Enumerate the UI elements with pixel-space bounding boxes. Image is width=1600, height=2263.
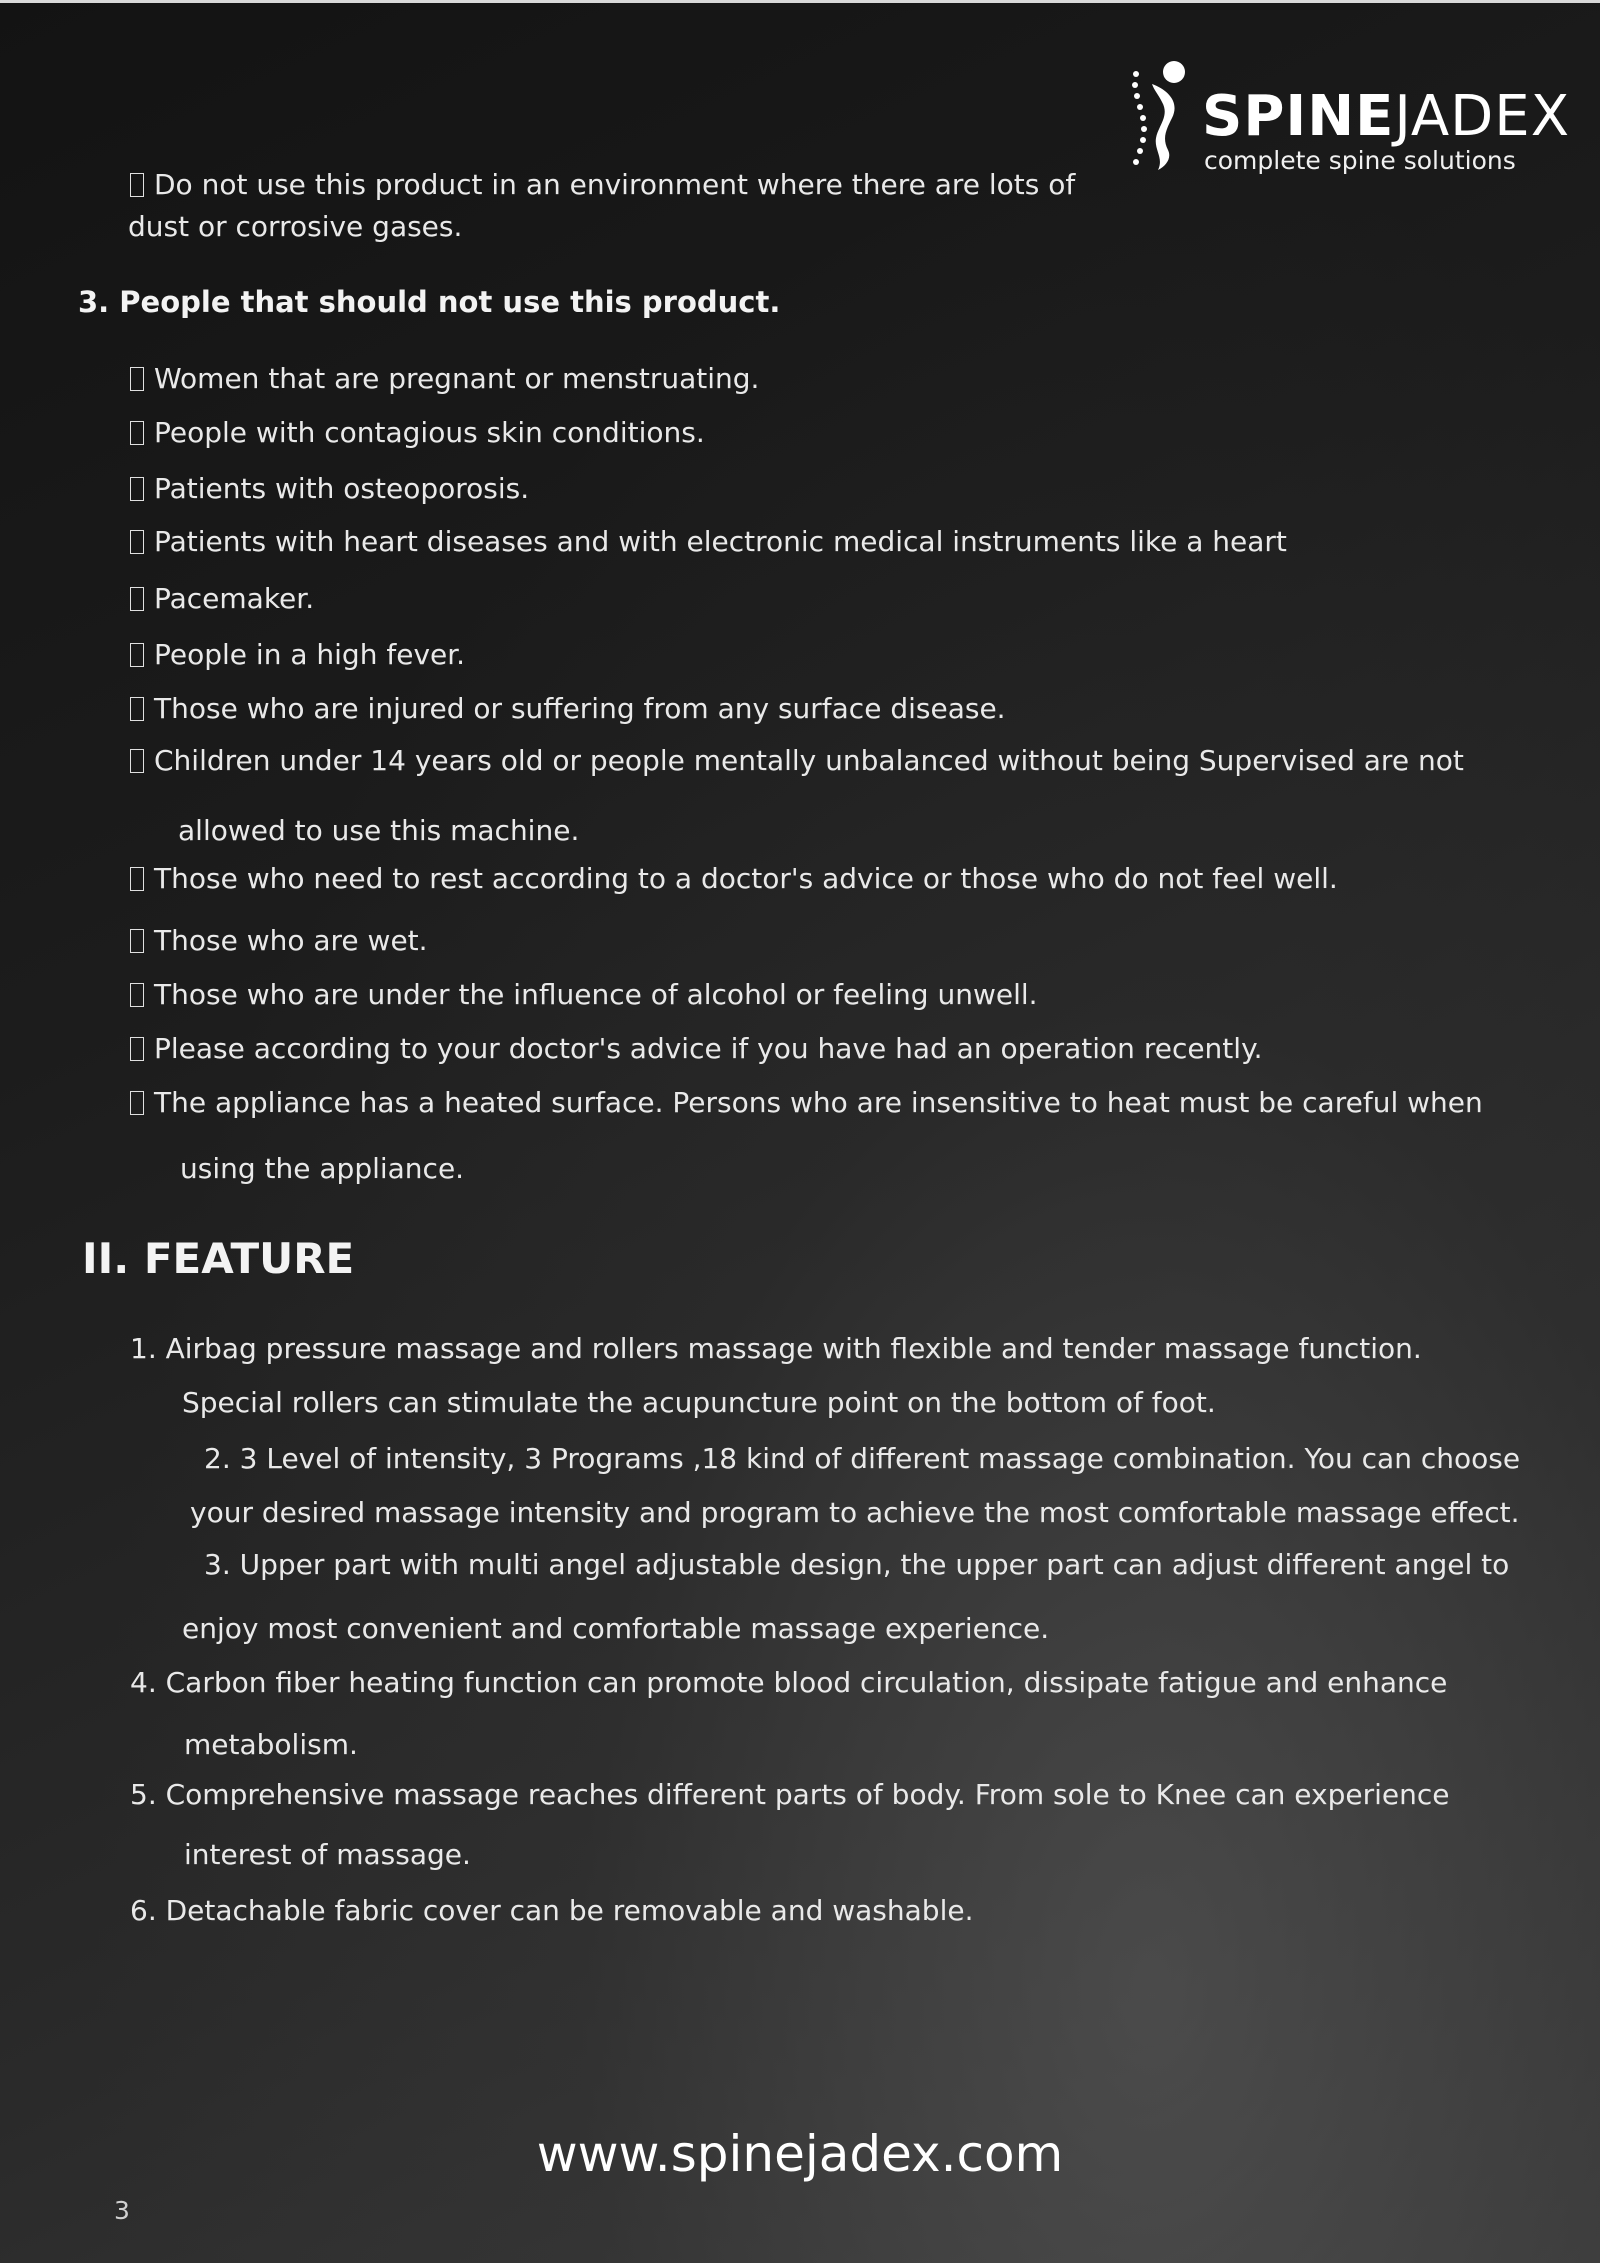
- people-list-item: [130, 472, 529, 506]
- people-item-text: Those who need to rest according to a doctor's advice or those who do not feel well.: [154, 862, 1338, 895]
- feature-line: 1. Airbag pressure massage and rollers massage with flexible and tender massage function.: [130, 1332, 1422, 1365]
- feature-line: Special rollers can stimulate the acupuncture point on the bottom of foot.: [182, 1386, 1216, 1419]
- bullet-box-icon: [130, 749, 144, 773]
- feature-line: 5. Comprehensive massage reaches different parts of body. From sole to Knee can experience: [130, 1778, 1450, 1811]
- bullet-box-icon: [130, 367, 144, 391]
- feature-line: 4. Carbon fiber heating function can promote blood circulation, dissipate fatigue and enhance: [130, 1666, 1448, 1699]
- people-list-continuation: allowed to use this machine.: [178, 814, 580, 847]
- people-section-heading: 3. People that should not use this product.: [78, 285, 781, 319]
- people-item-text: Those who are wet.: [154, 924, 428, 957]
- people-list-item: [130, 525, 1287, 559]
- people-list-item: [130, 744, 1464, 778]
- bullet-box-icon: [130, 867, 144, 891]
- people-item-text: People with contagious skin conditions.: [154, 416, 705, 449]
- people-list-continuation: using the appliance.: [180, 1152, 465, 1185]
- feature-line: enjoy most convenient and comfortable massage experience.: [182, 1612, 1050, 1645]
- people-item-text: The appliance has a heated surface. Persons who are insensitive to heat must be careful when: [154, 1086, 1483, 1119]
- bullet-box-icon: [130, 929, 144, 953]
- intro-bullet-line-2: dust or corrosive gases.: [128, 210, 463, 243]
- people-list-item: [130, 692, 1006, 726]
- brand-logo: [1122, 58, 1571, 178]
- page-number: 3: [114, 2196, 130, 2225]
- people-list-item: [130, 862, 1338, 896]
- bullet-box-icon: [130, 587, 144, 611]
- people-list-item: [130, 416, 705, 450]
- feature-line: your desired massage intensity and program to achieve the most comfortable massage effect.: [190, 1496, 1520, 1529]
- website-url: www.spinejadex.com: [536, 2125, 1064, 2183]
- people-list-item: [130, 978, 1038, 1012]
- feature-line: interest of massage.: [184, 1838, 471, 1871]
- brand-name-light: JADEX: [1394, 84, 1571, 149]
- spine-figure-icon: [1122, 58, 1202, 178]
- bullet-box-icon: [130, 421, 144, 445]
- people-item-text: Pacemaker.: [154, 582, 315, 615]
- people-item-text: Patients with heart diseases and with electronic medical instruments like a heart: [154, 525, 1287, 558]
- brand-tagline: complete spine solutions: [1204, 146, 1516, 175]
- bullet-box-icon: [130, 477, 144, 501]
- feature-line: metabolism.: [184, 1728, 358, 1761]
- people-item-text: Those who are injured or suffering from any surface disease.: [154, 692, 1006, 725]
- bullet-box-icon: [130, 173, 144, 197]
- people-item-text: Patients with osteoporosis.: [154, 472, 530, 505]
- feature-line: 6. Detachable fabric cover can be removable and washable.: [130, 1894, 974, 1927]
- bullet-box-icon: [130, 1091, 144, 1115]
- intro-bullet-text: Do not use this product in an environment where there are lots of: [154, 168, 1076, 201]
- people-item-text: Children under 14 years old or people mentally unbalanced without being Supervised are not: [154, 744, 1464, 777]
- people-list-item: [130, 1086, 1483, 1120]
- bullet-box-icon: [130, 1037, 144, 1061]
- people-item-text: Those who are under the influence of alcohol or feeling unwell.: [154, 978, 1038, 1011]
- feature-line: 2. 3 Level of intensity, 3 Programs ,18 kind of different massage combination. You can choose: [204, 1442, 1521, 1475]
- brand-name-bold: SPINE: [1202, 84, 1395, 149]
- feature-line: 3. Upper part with multi angel adjustable design, the upper part can adjust different angel to: [204, 1548, 1510, 1581]
- feature-section-title: II. FEATURE: [82, 1234, 355, 1283]
- brand-name: [1202, 86, 1570, 148]
- people-item-text: Please according to your doctor's advice if you have had an operation recently.: [154, 1032, 1263, 1065]
- people-list-item: [130, 924, 428, 958]
- bullet-box-icon: [130, 530, 144, 554]
- people-item-text: People in a high fever.: [154, 638, 466, 671]
- people-list-item: [130, 582, 314, 616]
- people-item-text: Women that are pregnant or menstruating.: [154, 362, 760, 395]
- bullet-box-icon: [130, 983, 144, 1007]
- people-list-item: [130, 362, 759, 396]
- bullet-box-icon: [130, 697, 144, 721]
- people-list-item: [130, 638, 465, 672]
- intro-bullet-line-1: [130, 168, 1075, 202]
- bullet-box-icon: [130, 643, 144, 667]
- top-edge-line: [0, 0, 1600, 3]
- people-list-item: [130, 1032, 1263, 1066]
